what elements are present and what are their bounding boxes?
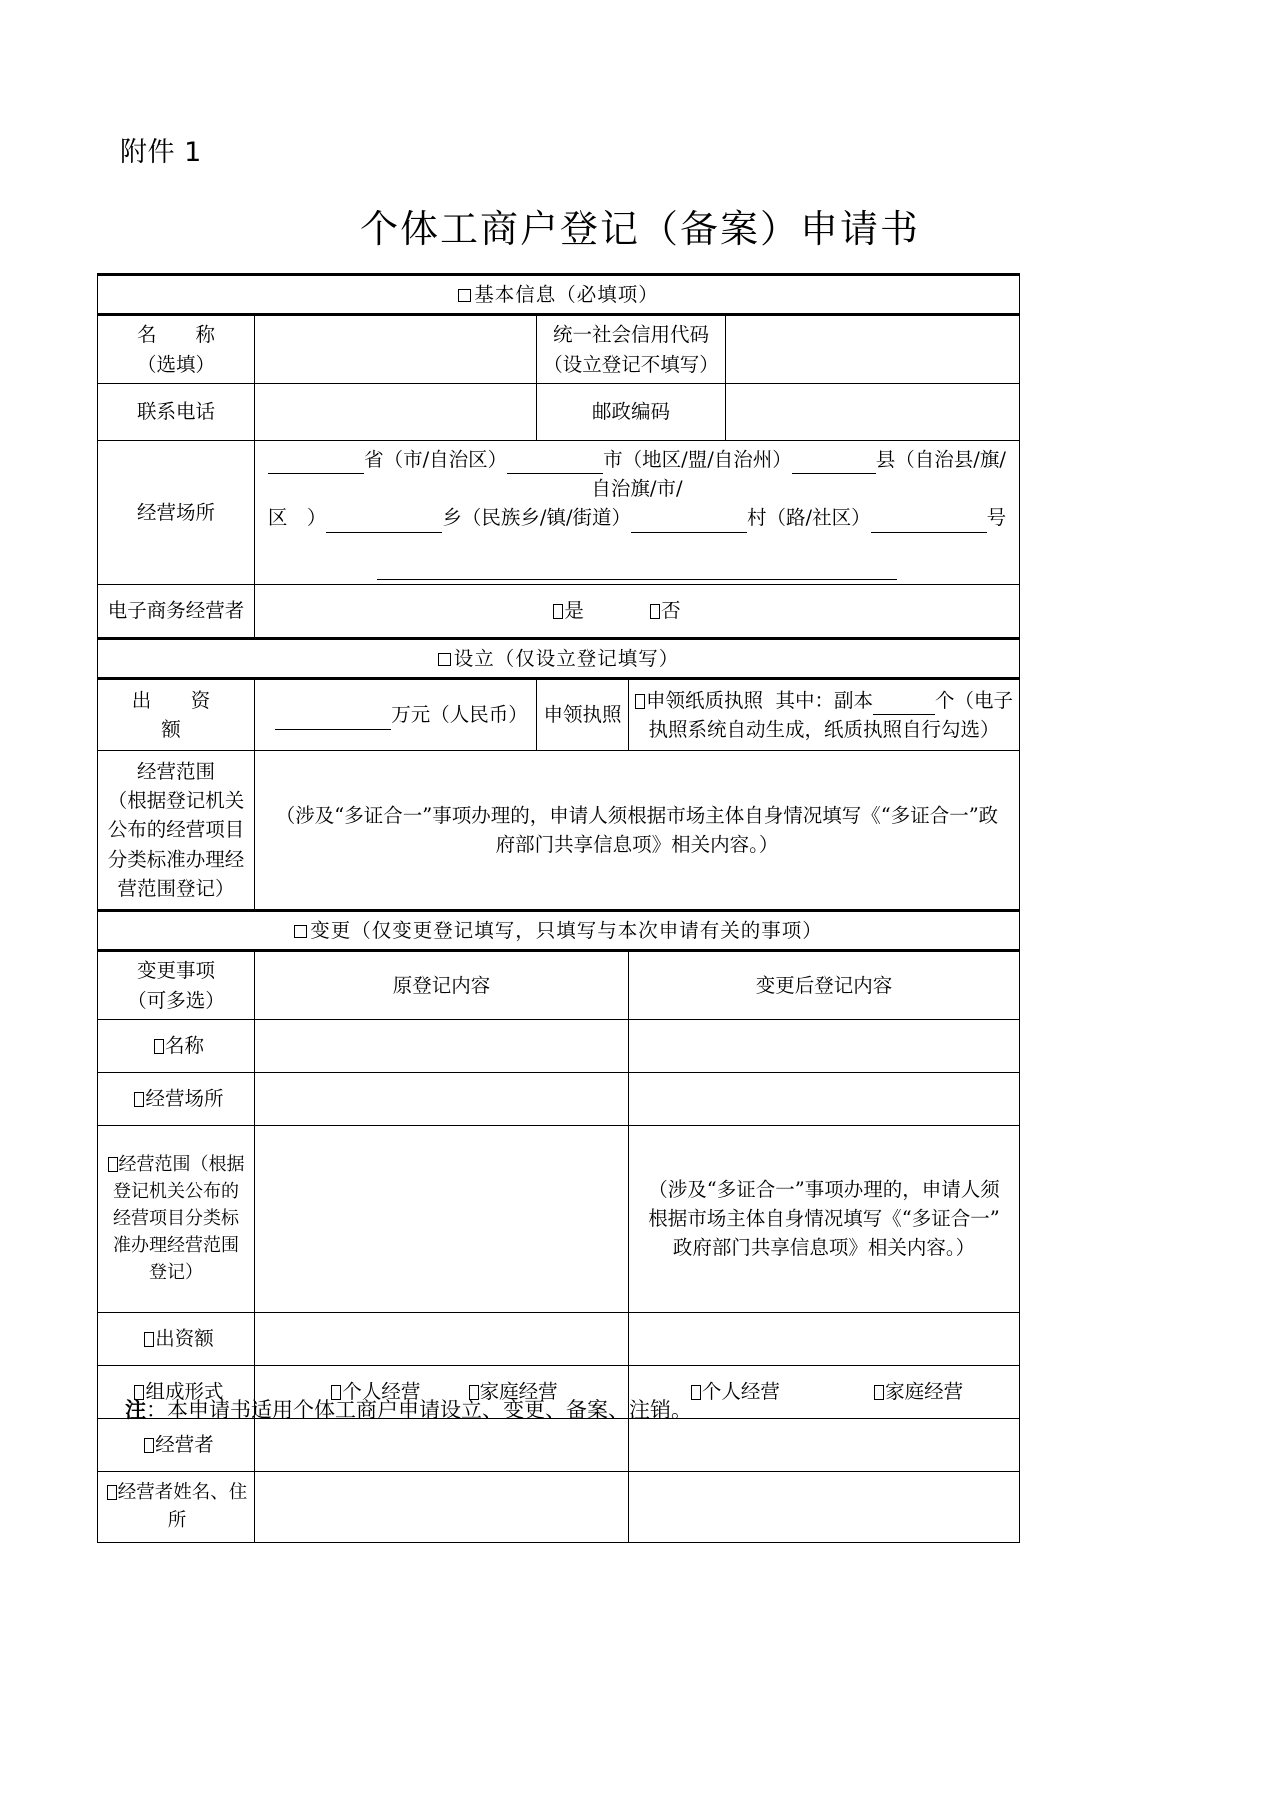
composition-original-family[interactable]: 家庭经营 bbox=[469, 1377, 558, 1406]
input-change-operator-new[interactable] bbox=[629, 1418, 1020, 1471]
row-name bbox=[98, 315, 1020, 384]
input-name[interactable] bbox=[255, 315, 537, 384]
label-change-address: 经营场所 bbox=[98, 1072, 255, 1125]
checkbox-change[interactable] bbox=[294, 925, 307, 938]
input-change-operator-residence-new[interactable] bbox=[629, 1471, 1020, 1542]
section-establish-heading-row bbox=[98, 638, 1020, 678]
section-basic-heading-row bbox=[98, 275, 1020, 315]
input-change-capital-new[interactable] bbox=[629, 1312, 1020, 1365]
address-blank-number[interactable] bbox=[871, 512, 987, 533]
row-phone bbox=[98, 383, 1020, 440]
checkbox-composition-new-family[interactable] bbox=[874, 1385, 884, 1400]
checkbox-change-name[interactable] bbox=[154, 1039, 164, 1054]
composition-new-family[interactable]: 家庭经营 bbox=[874, 1377, 963, 1406]
address-blank-province[interactable] bbox=[268, 454, 364, 475]
input-postcode[interactable] bbox=[726, 383, 1020, 440]
section-change-heading: 变更（仅变更登记填写，只填写与本次申请有关的事项） bbox=[98, 911, 1020, 951]
input-business-address[interactable]: 省（市/自治区） 市（地区/盟/自治州） 县（自治县/旗/自治旗/市/ 区 ） 乡（民族乡/镇/街道） 村（路/社区） 号 bbox=[255, 440, 1020, 584]
label-postcode: 邮政编码 bbox=[537, 383, 726, 440]
section-basic-heading: 基本信息（必填项） bbox=[98, 275, 1020, 315]
ecommerce-option-no[interactable]: 否 bbox=[650, 596, 681, 625]
label-change-capital: 出资额 bbox=[98, 1312, 255, 1365]
address-blank-town[interactable] bbox=[326, 512, 442, 533]
composition-original-individual[interactable]: 个人经营 bbox=[331, 1377, 420, 1406]
row-change-operator bbox=[98, 1418, 1020, 1471]
checkbox-establish[interactable] bbox=[438, 653, 451, 666]
label-business-scope: 经营范围 （根据登记机关 公布的经营项目 分类标准办理经 营范围登记） bbox=[98, 751, 255, 911]
input-capital[interactable]: 万元（人民币） bbox=[255, 679, 537, 751]
label-business-address: 经营场所 bbox=[98, 440, 255, 584]
row-business-address bbox=[98, 440, 1020, 584]
ecommerce-option-yes[interactable]: 是 bbox=[553, 596, 584, 625]
registration-form-table bbox=[97, 273, 1020, 1543]
checkbox-change-scope[interactable] bbox=[108, 1157, 118, 1172]
label-change-operator-residence: 经营者姓名、住 所 bbox=[98, 1471, 255, 1542]
input-change-operator-residence-original[interactable] bbox=[255, 1471, 629, 1542]
label-change-operator: 经营者 bbox=[98, 1418, 255, 1471]
input-change-scope-original[interactable] bbox=[255, 1125, 629, 1312]
address-blank-city[interactable] bbox=[507, 454, 603, 475]
label-uscc: 统一社会信用代码 （设立登记不填写） bbox=[537, 315, 726, 384]
input-change-address-original[interactable] bbox=[255, 1072, 629, 1125]
label-change-composition: 组成形式 bbox=[98, 1365, 255, 1418]
row-business-scope bbox=[98, 751, 1020, 911]
license-detail: 申领纸质执照 其中：副本 个（电子 执照系统自动生成，纸质执照自行勾选） bbox=[629, 679, 1020, 751]
label-ecommerce: 电子商务经营者 bbox=[98, 584, 255, 638]
label-change-scope: 经营范围（根据 登记机关公布的 经营项目分类标 准办理经营范围 登记） bbox=[98, 1125, 255, 1312]
label-license: 申领执照 bbox=[537, 679, 629, 751]
input-change-name-new[interactable] bbox=[629, 1019, 1020, 1072]
checkbox-composition-new-individual[interactable] bbox=[691, 1385, 701, 1400]
label-change-scope-line1: 经营范围（根据 bbox=[104, 1151, 248, 1178]
label-phone: 联系电话 bbox=[98, 383, 255, 440]
input-change-capital-original[interactable] bbox=[255, 1312, 629, 1365]
page-title: 个体工商户登记（备案）申请书 bbox=[359, 207, 920, 251]
input-business-scope[interactable]: （涉及“多证合一”事项办理的，申请人须根据市场主体自身情况填写《“多证合一”政 府部门共享信息项》相关内容。） bbox=[255, 751, 1020, 911]
checkbox-paper-license[interactable] bbox=[635, 694, 645, 709]
section-change-heading-row bbox=[98, 911, 1020, 951]
section-establish-heading: 设立（仅设立登记填写） bbox=[98, 638, 1020, 678]
row-change-operator-residence bbox=[98, 1471, 1020, 1542]
footer-note-prefix: 注 bbox=[125, 1398, 146, 1422]
checkbox-change-address[interactable] bbox=[134, 1092, 144, 1107]
input-change-address-new[interactable] bbox=[629, 1072, 1020, 1125]
checkbox-change-operator[interactable] bbox=[144, 1438, 154, 1453]
footer-note bbox=[125, 1394, 692, 1424]
address-blank-county[interactable] bbox=[792, 454, 876, 475]
input-change-name-original[interactable] bbox=[255, 1019, 629, 1072]
input-phone[interactable] bbox=[255, 383, 537, 440]
checkbox-ecommerce-yes[interactable] bbox=[553, 604, 563, 619]
ecommerce-options bbox=[255, 584, 1020, 638]
label-name: 名 称 （选填） bbox=[98, 315, 255, 384]
address-blank-extra[interactable] bbox=[377, 559, 897, 580]
footer-note-text: ：本申请书适用个体工商户申请设立、变更、备案、注销。 bbox=[146, 1398, 692, 1422]
label-change-name: 名称 bbox=[98, 1019, 255, 1072]
row-change-address bbox=[98, 1072, 1020, 1125]
label-capital: 出 资 额 bbox=[98, 679, 255, 751]
address-extra-line-wrap bbox=[261, 551, 1013, 580]
checkbox-basic-info[interactable] bbox=[458, 289, 471, 302]
label-change-item-column: 变更事项 （可多选） bbox=[98, 951, 255, 1020]
input-change-operator-original[interactable] bbox=[255, 1418, 629, 1471]
label-change-original-column: 原登记内容 bbox=[255, 951, 629, 1020]
row-change-headers bbox=[98, 951, 1020, 1020]
row-change-scope bbox=[98, 1125, 1020, 1312]
checkbox-change-operator-residence[interactable] bbox=[107, 1485, 117, 1500]
label-change-operator-residence-line1: 经营者姓名、住 bbox=[106, 1479, 248, 1507]
row-ecommerce bbox=[98, 584, 1020, 638]
license-copy-count-blank[interactable] bbox=[873, 695, 935, 716]
checkbox-ecommerce-no[interactable] bbox=[650, 604, 660, 619]
label-change-new-column: 变更后登记内容 bbox=[629, 951, 1020, 1020]
address-blank-village[interactable] bbox=[631, 512, 747, 533]
row-change-capital bbox=[98, 1312, 1020, 1365]
composition-new-individual[interactable]: 个人经营 bbox=[691, 1377, 780, 1406]
checkbox-change-capital[interactable] bbox=[144, 1332, 154, 1347]
attachment-label: 附件 1 bbox=[120, 137, 202, 168]
capital-blank[interactable] bbox=[275, 709, 391, 730]
row-capital-license bbox=[98, 679, 1020, 751]
input-change-scope-new[interactable]: （涉及“多证合一”事项办理的，申请人须 根据市场主体自身情况填写《“多证合一” 政府部门共享信息项》相关内容。） bbox=[629, 1125, 1020, 1312]
input-uscc[interactable] bbox=[726, 315, 1020, 384]
row-change-name bbox=[98, 1019, 1020, 1072]
